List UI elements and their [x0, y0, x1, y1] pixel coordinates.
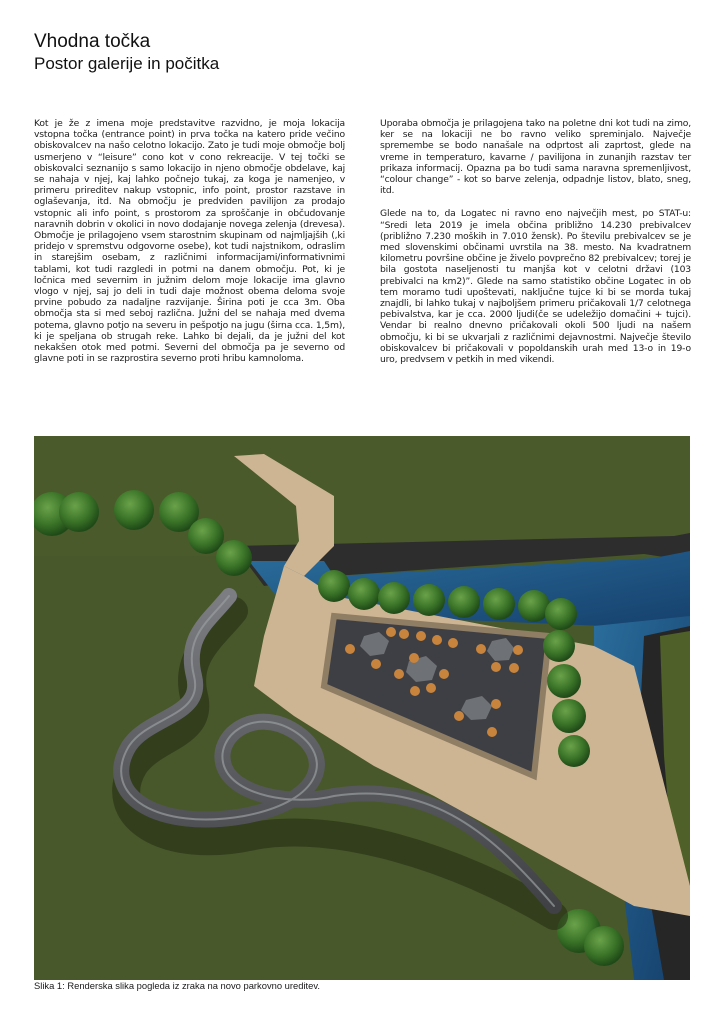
stool — [454, 711, 464, 721]
stool — [439, 669, 449, 679]
paragraph: Glede na to, da Logatec ni ravno eno največjih mest, po STAT-u: “Sredi leta 2019 je imela občina približno 14.230 prebivalcev (približno 7.230 moških in 7.010 žensk). Po številu prebivalcev se je med slovenskimi občinami uvrstila na 38. mesto. Na kvadratnem kilometru površine občine je živelo povprečno 82 prebivalcev; torej je bila gostota naseljenosti tu manjša kot v celotni državi (103 prebivalci na km2)”. Glede na samo statistiko občine Logatec in ob tem moramo tudi upoštevati, naključne tujce ki bi se morda tukaj znajdli, bi lahko tukaj v najboljšem primeru pričakovali 1/7 celotnega pebivalstva, kar je cca. 2000 ljudi(če se udeležijo domačini + tujci). Vendar bi realno dnevno pričakovali okoli 500 ljudi na našem območju, ki bi se ukvarjali z različnimi dejavnostmi. Največje število obiskovalcev bi pričakovali v popoldanskih urah med 13-o in 19-o uro, predvsem v petkih in med vikendi. — [380, 208, 691, 366]
stool — [399, 629, 409, 639]
tree — [216, 540, 252, 576]
stool — [491, 699, 501, 709]
left-text-column — [34, 118, 345, 364]
tree — [448, 586, 480, 618]
figure-caption: Slika 1: Renderska slika pogleda iz zraka na novo parkovno ureditev. — [34, 980, 320, 991]
stool — [432, 635, 442, 645]
render-illustration — [34, 436, 690, 980]
stool — [513, 645, 523, 655]
paragraph: Kot je že z imena moje predstavitve razvidno, je moja lokacija vstopna točka (entrance point) in prva točka na katero pride večino obiskovalcev na našo celotno lokacijo. Zato je tudi moje območje bolj usmerjeno v “leisure” cono kot v cono rekreacije. V tej točki se obiskovalci seznanijo s samo lokacijo in njeno območje obdelave, kaj se nahaja v njej, kaj lahko počnejo tukaj, za koga je namenjeo, v primeru prireditev nakup vstopnic, info point, prostor razstave in oglaševanja, itd. Na območju je predviden pavilijon za prodajo vstopnic ali info point, s prostorom za sproščanje in občudovanje naravnih dobrin v okolici in novo dodajanje novega zelenja (drevesa). Območje je prilagojeno vsem starostnim skupinam od najmljajših (,ki pridejo v spremstvu odgovorne osebe), kot tudi najstnikom, odraslim in starejšim osebam, z različnimi informacijami/informativnimi tablami, kot tudi razgledi in potmi na danem območju. Pot, ki je ločnica med severnim in južnim delom moje lokacije ima glavno vlogo v njej, saj jo deli in tudi daje možnost obema deloma svoje prvine pobudo za nadaljne razvijanje. Širina poti je cca 3m. Oba območja sta si med seboj različna. Južni del se nahaja med dvema potema, glavno potjo na severu in pešpotjo na jugu (širna cca. 1,5m), ki je speljana ob strugah reke. Lahko bi dejali, da je južni del kot nekakšen otok med potmi. Severni del območja pa je severno od glavne poti in se razprostira severno proti hribu kamnoloma. — [34, 118, 345, 365]
tree — [584, 926, 624, 966]
stool — [509, 663, 519, 673]
tree — [558, 735, 590, 767]
tree — [543, 630, 575, 662]
page-title: Vhodna točka — [34, 31, 151, 52]
tree — [378, 582, 410, 614]
tree — [59, 492, 99, 532]
tree — [483, 588, 515, 620]
stool — [487, 727, 497, 737]
page-subtitle: Postor galerije in počitka — [34, 54, 220, 73]
tree — [552, 699, 586, 733]
tree — [413, 584, 445, 616]
stool — [416, 631, 426, 641]
stool — [448, 638, 458, 648]
tree — [547, 664, 581, 698]
right-text-column — [380, 118, 691, 365]
stool — [410, 686, 420, 696]
stool — [409, 653, 419, 663]
stool — [371, 659, 381, 669]
stool — [476, 644, 486, 654]
aerial-render-image — [34, 436, 690, 980]
tree — [348, 578, 380, 610]
paragraph: Uporaba območja je prilagojena tako na poletne dni kot tudi na zimo, ker se na lokaciji ne bo ravno veliko spreminjalo. Največje spremembe se bodo nanašale na odprtost ali zaprtost, glede na vreme in temperaturo, kavarne / pavilijona in zunanjih razstav ter prikaza informacij. Opazna pa bo tudi sama naravna spremenljivost, “colour change” - kot so barve zelenja, odpadnje listov, blato, sneg, itd. — [380, 118, 691, 197]
stool — [345, 644, 355, 654]
tree — [318, 570, 350, 602]
stool — [386, 627, 396, 637]
tree — [545, 598, 577, 630]
tree — [114, 490, 154, 530]
stool — [491, 662, 501, 672]
stool — [426, 683, 436, 693]
stool — [394, 669, 404, 679]
tree — [188, 518, 224, 554]
tree — [518, 590, 550, 622]
